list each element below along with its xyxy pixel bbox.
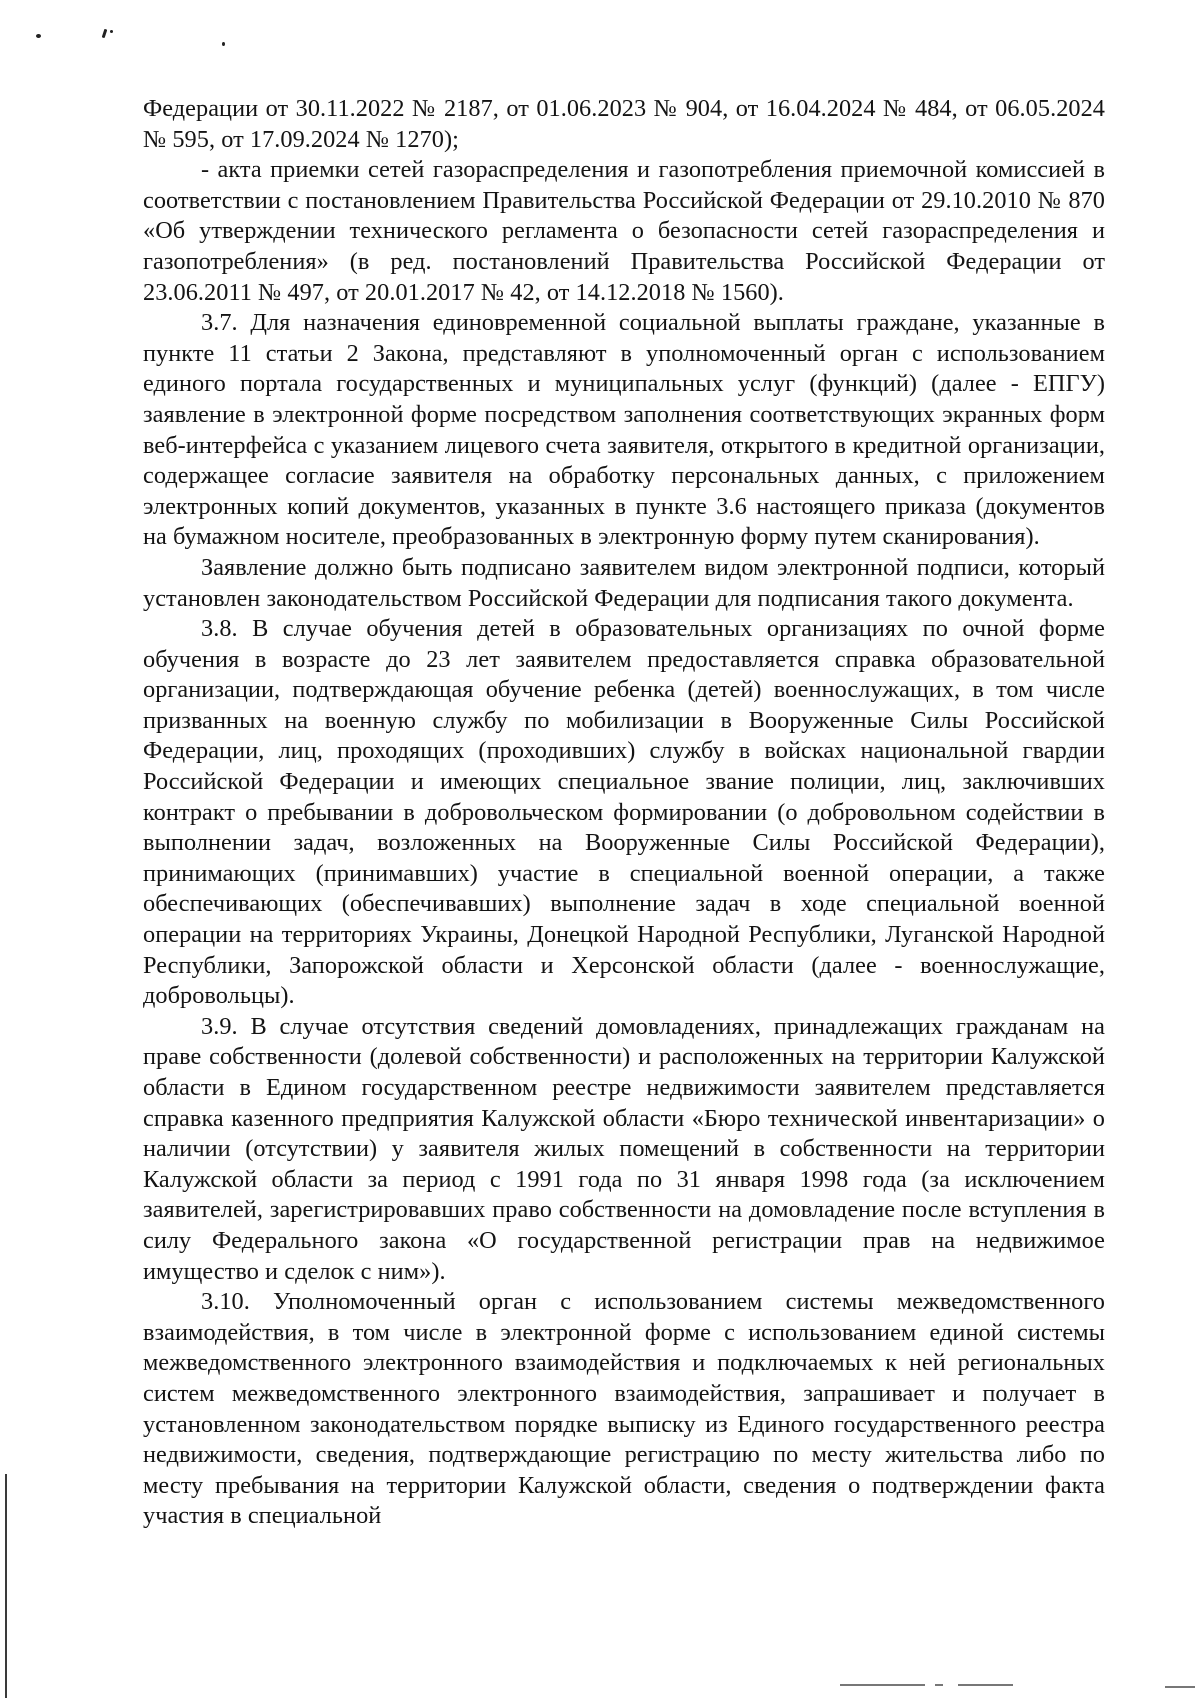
paragraph-3-8: 3.8. В случае обучения детей в образовательных организациях по очной форме обучения в возрасте до 23 лет заявителем предоставляется справка образовательной организации, подтверждающая обучение ребенка (детей) военнослужащих, в том числе призванных на военную службу по мобилизации в Вооруженные Силы Российской Федерации, лиц, проходящих (проходивших) службу в войсках национальной гвардии Российской Федерации и имеющих специальное звание полиции, лиц, заключивших контракт о пребывании в добровольческом формировании (о добровольном содействии в выполнении задач, возложенных на Вооруженные Силы Российской Федерации), принимающих (принимавших) участие в специальной военной операции, а также обеспечивающих (обеспечивавших) выполнение задач в ходе специальной военной операции на территориях Украины, Донецкой Народной Республики, Луганской Народной Республики, Запорожской области и Херсонской области (далее - военнослужащие, добровольцы).	[143, 615, 1105, 1010]
paragraph-signature: Заявление должно быть подписано заявителем видом электронной подписи, который установлен законодательством Российской Федерации для подписания такого документа.	[143, 553, 1105, 612]
paragraph-continuation: Федерации от 30.11.2022 № 2187, от 01.06.2023 № 904, от 16.04.2024 № 484, от 06.05.2024 № 595, от 17.09.2024 № 1270);	[143, 95, 1105, 153]
paragraph-act-acceptance: - акта приемки сетей газораспределения и газопотребления приемочной комиссией в соответствии с постановлением Правительства Российской Федерации от 29.10.2010 № 870 «Об утверждении технического регламента о безопасности сетей газораспределения и газопотребления» (в ред. постановлений Правительства Российской Федерации от 23.06.2011 № 497, от 20.01.2017 № 42, от 14.12.2018 № 1560).	[143, 156, 1105, 306]
paragraph-3-10: 3.10. Уполномоченный орган с использованием системы межведомственного взаимодействия, в том числе в электронной форме с использованием единой системы межведомственного электронного взаимодействия и подключаемых к ней региональных систем межведомственного электронного взаимодействия, запрашивает и получает в установленном законодательством порядке выписку из Единого государственного реестра недвижимости, сведения, подтверждающие регистрацию по месту жительства либо по месту пребывания на территории Калужской области, сведения о подтверждении факта участия в специальной	[143, 1288, 1105, 1530]
scan-edge-line	[5, 1474, 7, 1698]
scan-speck	[110, 30, 113, 33]
scan-speck	[102, 29, 108, 38]
scan-footer-mark	[840, 1684, 925, 1686]
scan-footer-mark	[1165, 1686, 1195, 1688]
paragraph-3-9: 3.9. В случае отсутствия сведений домовладениях, принадлежащих гражданам на праве собственности (долевой собственности) и расположенных на территории Калужской области в Едином государственном реестре недвижимости заявителем представляется справка казенного предприятия Калужской области «Бюро технической инвентаризации» о наличии (отсутствии) у заявителя жилых помещений в собственности на территории Калужской области за период с 1991 года по 31 января 1998 года (за исключением заявителей, зарегистрировавших право собственности на домовладение после вступления в силу Федерального закона «О государственной регистрации прав на недвижимое имущество и сделок с ним»).	[143, 1012, 1105, 1285]
scan-footer-mark	[958, 1684, 1013, 1686]
paragraph-3-7: 3.7. Для назначения единовременной социальной выплаты граждане, указанные в пункте 11 статьи 2 Закона, представляют в уполномоченный орган с использованием единого портала государственных и муниципальных услуг (функций) (далее - ЕПГУ) заявление в электронной форме посредством заполнения соответствующих экранных форм веб-интерфейса с указанием лицевого счета заявителя, открытого в кредитной организации, содержащее согласие заявителя на обработку персональных данных, с приложением электронных копий документов, указанных в пункте 3.6 настоящего приказа (документов на бумажном носителе, преобразованных в электронную форму путем сканирования).	[143, 309, 1105, 551]
scan-footer-mark	[935, 1684, 943, 1686]
scan-speck	[36, 34, 41, 38]
scan-speck	[222, 42, 225, 46]
document-body	[143, 94, 1105, 1532]
